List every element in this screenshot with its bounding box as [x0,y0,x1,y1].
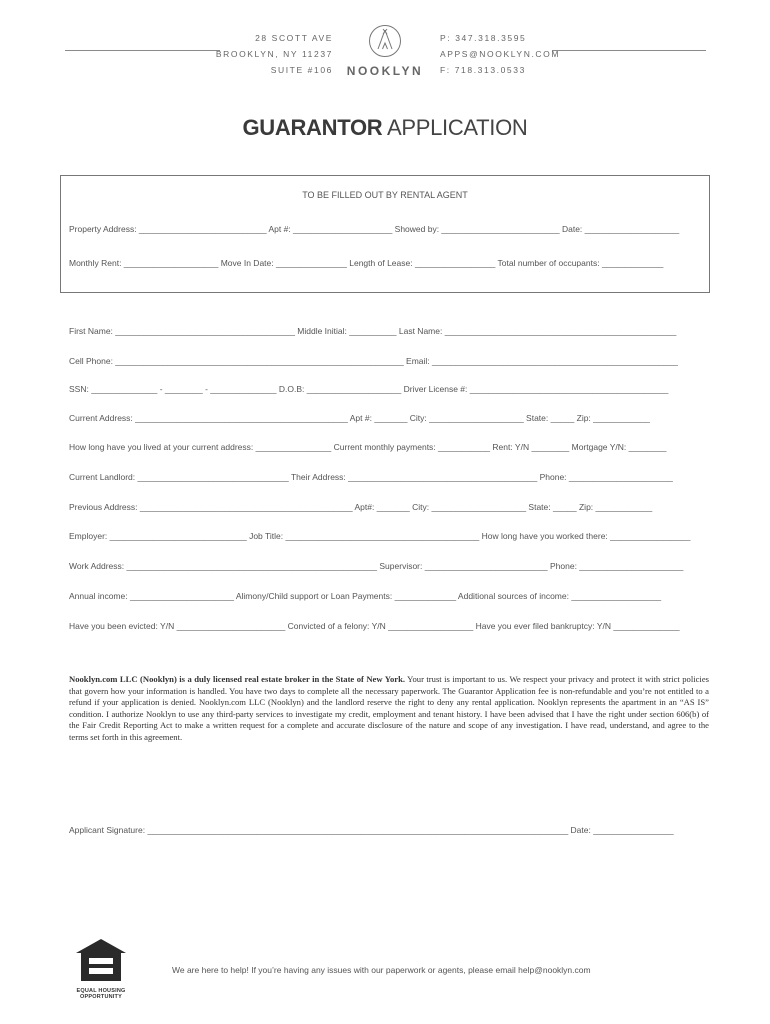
agent-section-heading: TO BE FILLED OUT BY RENTAL AGENT [302,190,468,200]
legal-bold-lead: Nooklyn.com LLC (Nooklyn) is a duly licensed real estate broker in the State of New York. [69,674,405,684]
field-row-work-address[interactable]: Work Address: _____________________________________________________ Supervisor: __________________________ Phone: ______________________ [69,561,684,571]
agent-row-rent[interactable]: Monthly Rent: ____________________ Move In Date: _______________ Length of Lease: _________________ Total number of occupants: _____________ [69,258,664,268]
title-bold: GUARANTOR [242,115,383,140]
field-row-ssn[interactable]: SSN: ______________ - ________ - ______________ D.O.B: ____________________ Driver License #: __________________________________________ [69,384,669,394]
field-row-previous-address[interactable]: Previous Address: _____________________________________________ Apt#: _______ City: ____________________ State: _____ Zip: ____________ [69,502,653,512]
contact-line: F: 718.313.0533 [440,65,526,75]
contact-line: P: 347.318.3595 [440,33,527,43]
address-line: SUITE #106 [270,65,333,75]
equal-housing-logo [70,937,132,1000]
brand-logo-text: NOOKLYN [346,64,424,78]
field-row-landlord[interactable]: Current Landlord: ________________________________ Their Address: ________________________________________ Phone: ______________________ [69,472,673,482]
header-rule-right [552,50,706,51]
legal-body: Your trust is important to us. We respect your privacy and protect it with strict policies that govern how your information is handled. You have two days to complete all the necessary paperwork. The Guarantor Application fee is non-refundable and you’re not entitled to a refund if your application is denied. Nooklyn.com LLC (Nooklyn) and the landlord reserve the right to deny any rental application. Nooklyn represents the apartment in an “AS IS” condition. I authorize Nooklyn to use any third-party services to investigate my credit, employment and tenant history. I have been advised that I have the right under section 606(b) of the Fair Credit Reporting Act to make a written request for a complete and accurate disclosure of the nature and scope of any investigation. I have read, understand, and agree to the terms set forth in this agreement. [69,674,709,742]
header-rule-left [65,50,220,51]
field-row-current-address[interactable]: Current Address: _____________________________________________ Apt #: _______ City: ____________________ State: _____ Zip: ____________ [69,413,650,423]
contact-line: APPS@NOOKLYN.COM [440,49,561,59]
eho-line2: OPPORTUNITY [80,994,122,1000]
legal-disclosure [69,674,709,744]
equal-housing-icon [73,937,129,983]
help-footer: We are here to help! If you’re having any issues with our paperwork or agents, please email help@nooklyn.com [172,965,591,975]
office-contacts [440,30,560,78]
field-row-income[interactable]: Annual income: ______________________ Alimony/Child support or Loan Payments: _____________ Additional sources of income: ___________________ [69,591,662,601]
field-row-residency[interactable]: How long have you lived at your current address: ________________ Current monthly payments: ___________ Rent: Y/N ________ Mortgage Y/N: ________ [69,442,667,452]
teepee-logo-icon [368,24,402,63]
title-regular: APPLICATION [382,115,528,140]
field-row-name[interactable]: First Name: ______________________________________ Middle Initial: __________ Last Name: _________________________________________________ [69,326,677,336]
field-row-history[interactable]: Have you been evicted: Y/N _______________________ Convicted of a felony: Y/N __________________ Have you ever filed bankruptcy: Y/N ______________ [69,621,680,631]
address-line: BROOKLYN, NY 11237 [215,49,333,59]
signature-row[interactable]: Applicant Signature: _________________________________________________________________________________________ Date: _________________ [69,825,674,835]
office-address [216,30,333,78]
address-line: 28 SCOTT AVE [255,33,333,43]
agent-row-property[interactable]: Property Address: ___________________________ Apt #: _____________________ Showed by: _________________________ Date: ____________________ [69,224,680,234]
page-title [0,115,770,141]
field-row-employer[interactable]: Employer: _____________________________ Job Title: _________________________________________ How long have you worked there: _________________ [69,531,691,541]
field-row-contact[interactable]: Cell Phone: _____________________________________________________________ Email: ____________________________________________________ [69,356,678,366]
eho-line1: EQUAL HOUSING [76,988,126,994]
